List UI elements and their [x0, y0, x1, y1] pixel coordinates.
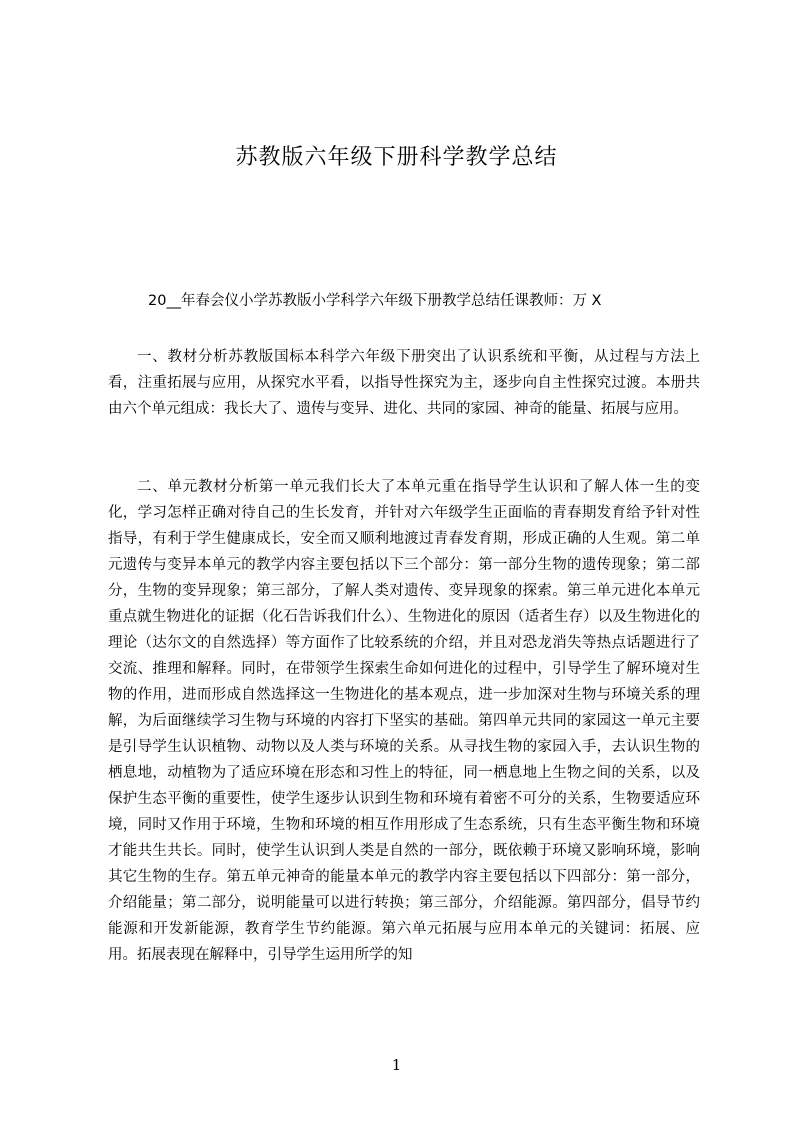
- paragraph-unit-analysis: 二、单元教材分析第一单元我们长大了本单元重在指导学生认识和了解人体一生的变化，学习怎样正确对待自己的生长发育，并针对六年级学生正面临的青春期发育给予针对性指导，有利于学生健康成长，安全而又顺利地渡过青春发育期，形成正确的人生观。第二单元遗传与变异本单元的教学内容主要包括以下三个部分：第一部分生物的遗传现象；第二部分，生物的变异现象；第三部分，了解人类对遗传、变异现象的探索。第三单元进化本单元重点就生物进化的证据（化石告诉我们什么）、生物进化的原因（适者生存）以及生物进化的理论（达尔文的自然选择）等方面作了比较系统的介绍，并且对恐龙消失等热点话题进行了交流、推理和解释。同时，在带领学生探索生命如何进化的过程中，引导学生了解环境对生物的作用，进而形成自然选择这一生物进化的基本观点，进一步加深对生物与环境关系的理解，为后面继续学习生物与环境的内容打下坚实的基础。第四单元共同的家园这一单元主要是引导学生认识植物、动物以及人类与环境的关系。从寻找生物的家园入手，去认识生物的栖息地，动植物为了适应环境在形态和习性上的特征，同一栖息地上生物之间的关系，以及保护生态平衡的重要性，使学生逐步认识到生物和环境有着密不可分的关系，生物要适应环境，同时又作用于环境，生物和环境的相互作用形成了生态系统，只有生态平衡生物和环境才能共生共长。同时，使学生认识到人类是自然的一部分，既依赖于环境又影响环境，影响其它生物的生存。第五单元神奇的能量本单元的教学内容主要包括以下四部分：第一部分，介绍能量；第二部分，说明能量可以进行转换；第三部分，介绍能源。第四部分，倡导节约能源和开发新能源，教育学生节约能源。第六单元拓展与应用本单元的关键词：拓展、应用。拓展表现在解释中，引导学生运用所学的知: [108, 479, 700, 963]
- page-number: 1: [391, 1056, 402, 1074]
- paragraph-textbook-analysis: 一、教材分析苏教版国标本科学六年级下册突出了认识系统和平衡，从过程与方法上看，注重拓展与应用，从探究水平看，以指导性探究为主，逐步向自主性探究过渡。本册共由六个单元组成：我长大了、遗传与变异、进化、共同的家园、神奇的能量、拓展与应用。: [108, 349, 700, 417]
- document-subtitle: 20__年春会仪小学苏教版小学科学六年级下册教学总结任课教师：万 X: [148, 293, 602, 309]
- document-title: 苏教版六年级下册科学教学总结: [235, 145, 558, 170]
